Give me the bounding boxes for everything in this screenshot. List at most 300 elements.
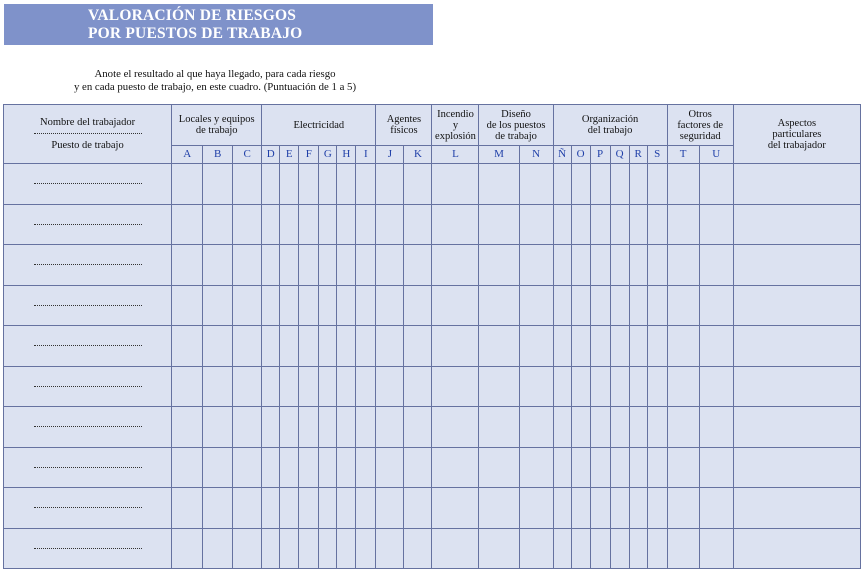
score-cell[interactable] (233, 407, 262, 448)
score-cell[interactable] (233, 245, 262, 286)
score-cell[interactable] (667, 164, 699, 205)
table-row (4, 447, 861, 488)
name-dotted-line (34, 345, 142, 346)
risk-group-label-line: de los puestos (486, 119, 546, 131)
score-cell[interactable] (262, 488, 280, 529)
name-dotted-line (34, 264, 142, 265)
score-cell[interactable] (432, 164, 479, 205)
risk-column-letter: G (319, 146, 337, 164)
score-cell[interactable] (590, 285, 610, 326)
score-cell[interactable] (404, 285, 432, 326)
score-cell[interactable] (571, 407, 590, 448)
score-cell[interactable] (479, 164, 519, 205)
score-cell[interactable] (629, 204, 647, 245)
score-cell[interactable] (376, 407, 404, 448)
worker-name-cell[interactable] (4, 326, 172, 367)
score-cell[interactable] (299, 366, 319, 407)
score-cell[interactable] (337, 488, 356, 529)
score-cell[interactable] (571, 164, 590, 205)
score-cell[interactable] (262, 164, 280, 205)
score-cell[interactable] (337, 528, 356, 569)
score-cell[interactable] (280, 164, 299, 205)
score-cell[interactable] (376, 326, 404, 367)
score-cell[interactable] (667, 528, 699, 569)
job-position-label: Puesto de trabajo (51, 140, 124, 151)
score-cell[interactable] (356, 366, 376, 407)
score-cell[interactable] (699, 366, 733, 407)
score-cell[interactable] (519, 164, 553, 205)
risk-group-label-line: factores de (677, 119, 724, 131)
score-cell[interactable] (519, 488, 553, 529)
score-cell[interactable] (280, 407, 299, 448)
score-cell[interactable] (571, 528, 590, 569)
score-cell[interactable] (667, 204, 699, 245)
name-dotted-line (34, 224, 142, 225)
risk-group-header (262, 105, 376, 146)
header-dotted-line (34, 133, 142, 134)
worker-name-cell[interactable] (4, 245, 172, 286)
score-cell[interactable] (629, 528, 647, 569)
worker-aspects-cell[interactable] (733, 204, 860, 245)
score-cell[interactable] (699, 245, 733, 286)
score-cell[interactable] (203, 488, 233, 529)
score-cell[interactable] (376, 245, 404, 286)
score-cell[interactable] (356, 204, 376, 245)
risk-column-letter: I (356, 146, 376, 164)
score-cell[interactable] (571, 366, 590, 407)
score-cell[interactable] (432, 366, 479, 407)
score-cell[interactable] (319, 164, 337, 205)
risk-column-letter: M (479, 146, 519, 164)
table-row (4, 204, 861, 245)
worker-aspects-cell[interactable] (733, 245, 860, 286)
score-cell[interactable] (262, 366, 280, 407)
score-cell[interactable] (203, 407, 233, 448)
score-cell[interactable] (356, 528, 376, 569)
risk-group-label-line: Electricidad (293, 119, 345, 131)
score-cell[interactable] (571, 326, 590, 367)
score-cell[interactable] (610, 326, 629, 367)
score-cell[interactable] (647, 407, 667, 448)
score-cell[interactable] (667, 488, 699, 529)
risk-column-letter: Ñ (553, 146, 571, 164)
score-cell[interactable] (647, 245, 667, 286)
score-cell[interactable] (280, 488, 299, 529)
score-cell[interactable] (629, 326, 647, 367)
score-cell[interactable] (319, 528, 337, 569)
risk-column-letter: F (299, 146, 319, 164)
score-cell[interactable] (299, 164, 319, 205)
score-cell[interactable] (519, 326, 553, 367)
table-row (4, 366, 861, 407)
score-cell[interactable] (519, 447, 553, 488)
score-cell[interactable] (172, 447, 203, 488)
worker-name-cell[interactable] (4, 407, 172, 448)
worker-name-cell[interactable] (4, 488, 172, 529)
score-cell[interactable] (299, 407, 319, 448)
score-cell[interactable] (432, 407, 479, 448)
score-cell[interactable] (262, 407, 280, 448)
score-cell[interactable] (299, 528, 319, 569)
score-cell[interactable] (590, 326, 610, 367)
score-cell[interactable] (432, 528, 479, 569)
score-cell[interactable] (699, 447, 733, 488)
score-cell[interactable] (699, 528, 733, 569)
score-cell[interactable] (262, 245, 280, 286)
score-cell[interactable] (172, 285, 203, 326)
risk-group-label-line: explosión (435, 130, 476, 142)
score-cell[interactable] (299, 285, 319, 326)
worker-aspects-cell[interactable] (733, 488, 860, 529)
score-cell[interactable] (629, 285, 647, 326)
score-cell[interactable] (610, 447, 629, 488)
score-cell[interactable] (479, 447, 519, 488)
score-cell[interactable] (590, 528, 610, 569)
score-cell[interactable] (571, 245, 590, 286)
risk-group-label-line: y (452, 119, 459, 131)
score-cell[interactable] (610, 245, 629, 286)
score-cell[interactable] (553, 366, 571, 407)
worker-name-cell[interactable] (4, 528, 172, 569)
risk-group-label-line: físicos (390, 125, 418, 136)
score-cell[interactable] (629, 488, 647, 529)
table-row (4, 285, 861, 326)
score-cell[interactable] (629, 245, 647, 286)
risk-column-letter: J (376, 146, 404, 164)
score-cell[interactable] (404, 245, 432, 286)
risk-group-header (172, 105, 262, 146)
score-cell[interactable] (610, 407, 629, 448)
score-cell[interactable] (376, 528, 404, 569)
title-line-2: POR PUESTOS DE TRABAJO (88, 25, 303, 42)
worker-aspects-cell[interactable] (733, 407, 860, 448)
risk-column-letter: A (172, 146, 203, 164)
score-cell[interactable] (647, 285, 667, 326)
score-cell[interactable] (610, 164, 629, 205)
score-cell[interactable] (262, 204, 280, 245)
table-row (4, 164, 861, 205)
score-cell[interactable] (610, 366, 629, 407)
instructions (40, 68, 390, 94)
score-cell[interactable] (404, 326, 432, 367)
score-cell[interactable] (667, 447, 699, 488)
score-cell[interactable] (376, 285, 404, 326)
score-cell[interactable] (590, 164, 610, 205)
score-cell[interactable] (432, 488, 479, 529)
score-cell[interactable] (590, 245, 610, 286)
risk-column-letter: T (667, 146, 699, 164)
score-cell[interactable] (519, 366, 553, 407)
score-cell[interactable] (319, 326, 337, 367)
score-cell[interactable] (667, 366, 699, 407)
risk-group-header (553, 105, 667, 146)
worker-aspects-cell[interactable] (733, 164, 860, 205)
score-cell[interactable] (699, 326, 733, 367)
score-cell[interactable] (404, 164, 432, 205)
score-cell[interactable] (319, 366, 337, 407)
score-cell[interactable] (590, 366, 610, 407)
risk-group-header (667, 105, 733, 146)
score-cell[interactable] (610, 528, 629, 569)
score-cell[interactable] (432, 326, 479, 367)
score-cell[interactable] (203, 204, 233, 245)
score-cell[interactable] (356, 245, 376, 286)
score-cell[interactable] (590, 204, 610, 245)
score-cell[interactable] (319, 407, 337, 448)
score-cell[interactable] (667, 326, 699, 367)
score-cell[interactable] (404, 204, 432, 245)
worker-aspects-cell[interactable] (733, 326, 860, 367)
score-cell[interactable] (337, 164, 356, 205)
score-cell[interactable] (262, 285, 280, 326)
score-cell[interactable] (699, 407, 733, 448)
risk-group-label-line: Organización (581, 114, 639, 125)
score-cell[interactable] (404, 366, 432, 407)
score-cell[interactable] (699, 164, 733, 205)
name-dotted-line (34, 386, 142, 387)
score-cell[interactable] (519, 285, 553, 326)
score-cell[interactable] (356, 164, 376, 205)
risk-column-letter: U (699, 146, 733, 164)
aspects-label-line: Aspectos (777, 117, 817, 129)
score-cell[interactable] (233, 326, 262, 367)
score-cell[interactable] (404, 528, 432, 569)
worker-name-header (4, 105, 172, 164)
score-cell[interactable] (629, 407, 647, 448)
score-cell[interactable] (280, 447, 299, 488)
worker-aspects-cell[interactable] (733, 447, 860, 488)
score-cell[interactable] (553, 285, 571, 326)
score-cell[interactable] (172, 204, 203, 245)
score-cell[interactable] (404, 447, 432, 488)
table-row (4, 326, 861, 367)
score-cell[interactable] (299, 245, 319, 286)
risk-column-letter: H (337, 146, 356, 164)
title-line-1: VALORACIÓN DE RIESGOS (88, 7, 297, 24)
score-cell[interactable] (479, 366, 519, 407)
table-row (4, 488, 861, 529)
score-cell[interactable] (337, 245, 356, 286)
score-cell[interactable] (172, 407, 203, 448)
score-cell[interactable] (629, 164, 647, 205)
score-cell[interactable] (553, 204, 571, 245)
score-cell[interactable] (172, 245, 203, 286)
score-cell[interactable] (647, 366, 667, 407)
score-cell[interactable] (519, 204, 553, 245)
score-cell[interactable] (262, 528, 280, 569)
name-dotted-line (34, 467, 142, 468)
score-cell[interactable] (319, 245, 337, 286)
score-cell[interactable] (319, 285, 337, 326)
worker-name-cell[interactable] (4, 285, 172, 326)
score-cell[interactable] (432, 285, 479, 326)
score-cell[interactable] (203, 285, 233, 326)
score-cell[interactable] (376, 366, 404, 407)
worker-name-cell[interactable] (4, 366, 172, 407)
score-cell[interactable] (337, 204, 356, 245)
score-cell[interactable] (590, 407, 610, 448)
score-cell[interactable] (479, 204, 519, 245)
score-cell[interactable] (479, 285, 519, 326)
score-cell[interactable] (172, 326, 203, 367)
score-cell[interactable] (553, 326, 571, 367)
score-cell[interactable] (233, 528, 262, 569)
score-cell[interactable] (571, 447, 590, 488)
score-cell[interactable] (571, 488, 590, 529)
score-cell[interactable] (376, 488, 404, 529)
score-cell[interactable] (404, 488, 432, 529)
worker-aspects-cell[interactable] (733, 285, 860, 326)
score-cell[interactable] (479, 326, 519, 367)
score-cell[interactable] (667, 407, 699, 448)
score-cell[interactable] (262, 326, 280, 367)
score-cell[interactable] (553, 528, 571, 569)
score-cell[interactable] (203, 245, 233, 286)
score-cell[interactable] (432, 204, 479, 245)
score-cell[interactable] (262, 447, 280, 488)
score-cell[interactable] (571, 204, 590, 245)
score-cell[interactable] (172, 366, 203, 407)
score-cell[interactable] (280, 366, 299, 407)
score-cell[interactable] (519, 245, 553, 286)
worker-name-cell[interactable] (4, 447, 172, 488)
score-cell[interactable] (233, 285, 262, 326)
score-cell[interactable] (233, 204, 262, 245)
score-cell[interactable] (610, 204, 629, 245)
score-cell[interactable] (553, 488, 571, 529)
score-cell[interactable] (699, 204, 733, 245)
score-cell[interactable] (699, 285, 733, 326)
worker-aspects-cell[interactable] (733, 366, 860, 407)
form-title (4, 4, 433, 45)
score-cell[interactable] (280, 528, 299, 569)
score-cell[interactable] (553, 407, 571, 448)
name-dotted-line (34, 507, 142, 508)
score-cell[interactable] (337, 407, 356, 448)
score-cell[interactable] (337, 447, 356, 488)
instructions-line-2: y en cada puesto de trabajo, en este cuadro. (Puntuación de 1 a 5) (73, 81, 357, 93)
risk-group-label-line: seguridad (679, 130, 721, 142)
worker-name-cell[interactable] (4, 204, 172, 245)
score-cell[interactable] (356, 407, 376, 448)
score-cell[interactable] (203, 164, 233, 205)
score-cell[interactable] (172, 488, 203, 529)
score-cell[interactable] (590, 488, 610, 529)
score-cell[interactable] (404, 407, 432, 448)
worker-aspects-cell[interactable] (733, 528, 860, 569)
score-cell[interactable] (299, 204, 319, 245)
score-cell[interactable] (553, 447, 571, 488)
score-cell[interactable] (233, 447, 262, 488)
score-cell[interactable] (203, 326, 233, 367)
risk-group-label-line: Otros (688, 108, 712, 120)
score-cell[interactable] (337, 326, 356, 367)
score-cell[interactable] (337, 285, 356, 326)
score-cell[interactable] (629, 447, 647, 488)
score-cell[interactable] (356, 285, 376, 326)
score-cell[interactable] (376, 164, 404, 205)
score-cell[interactable] (233, 366, 262, 407)
score-cell[interactable] (590, 447, 610, 488)
score-cell[interactable] (376, 447, 404, 488)
risk-column-letter: B (203, 146, 233, 164)
name-dotted-line (34, 426, 142, 427)
score-cell[interactable] (571, 285, 590, 326)
score-cell[interactable] (356, 488, 376, 529)
score-cell[interactable] (479, 407, 519, 448)
score-cell[interactable] (319, 447, 337, 488)
score-cell[interactable] (629, 366, 647, 407)
score-cell[interactable] (479, 528, 519, 569)
risk-group-label-line: Agentes (386, 114, 422, 125)
score-cell[interactable] (319, 488, 337, 529)
score-cell[interactable] (519, 407, 553, 448)
score-cell[interactable] (647, 164, 667, 205)
aspects-label-line: del trabajador (767, 139, 826, 151)
score-cell[interactable] (376, 204, 404, 245)
risk-column-letter: R (629, 146, 647, 164)
risk-column-letter: L (432, 146, 479, 164)
score-cell[interactable] (280, 245, 299, 286)
score-cell[interactable] (610, 488, 629, 529)
score-cell[interactable] (647, 528, 667, 569)
score-cell[interactable] (667, 285, 699, 326)
risk-group-label-line: del trabajo (587, 125, 633, 136)
name-dotted-line (34, 183, 142, 184)
score-cell[interactable] (519, 528, 553, 569)
score-cell[interactable] (280, 204, 299, 245)
score-cell[interactable] (553, 164, 571, 205)
score-cell[interactable] (172, 528, 203, 569)
score-cell[interactable] (647, 488, 667, 529)
score-cell[interactable] (610, 285, 629, 326)
score-cell[interactable] (203, 528, 233, 569)
table-row (4, 528, 861, 569)
score-cell[interactable] (553, 245, 571, 286)
score-cell[interactable] (280, 326, 299, 367)
worker-name-cell[interactable] (4, 164, 172, 205)
score-cell[interactable] (299, 488, 319, 529)
risk-group-header (432, 105, 479, 146)
score-cell[interactable] (479, 245, 519, 286)
score-cell[interactable] (432, 447, 479, 488)
score-cell[interactable] (356, 447, 376, 488)
score-cell[interactable] (233, 488, 262, 529)
score-cell[interactable] (299, 326, 319, 367)
score-cell[interactable] (233, 164, 262, 205)
score-cell[interactable] (479, 488, 519, 529)
score-cell[interactable] (699, 488, 733, 529)
score-cell[interactable] (203, 366, 233, 407)
risk-column-letter: P (590, 146, 610, 164)
score-cell[interactable] (280, 285, 299, 326)
score-cell[interactable] (337, 366, 356, 407)
score-cell[interactable] (647, 326, 667, 367)
score-cell[interactable] (432, 245, 479, 286)
score-cell[interactable] (647, 447, 667, 488)
name-dotted-line (34, 305, 142, 306)
score-cell[interactable] (203, 447, 233, 488)
score-cell[interactable] (319, 204, 337, 245)
risk-column-letter: C (233, 146, 262, 164)
score-cell[interactable] (299, 447, 319, 488)
score-cell[interactable] (647, 204, 667, 245)
risk-group-label-line: Locales y equipos (178, 114, 255, 125)
risk-group-label-line: Incendio (437, 108, 474, 120)
score-cell[interactable] (667, 245, 699, 286)
score-cell[interactable] (172, 164, 203, 205)
score-cell[interactable] (356, 326, 376, 367)
